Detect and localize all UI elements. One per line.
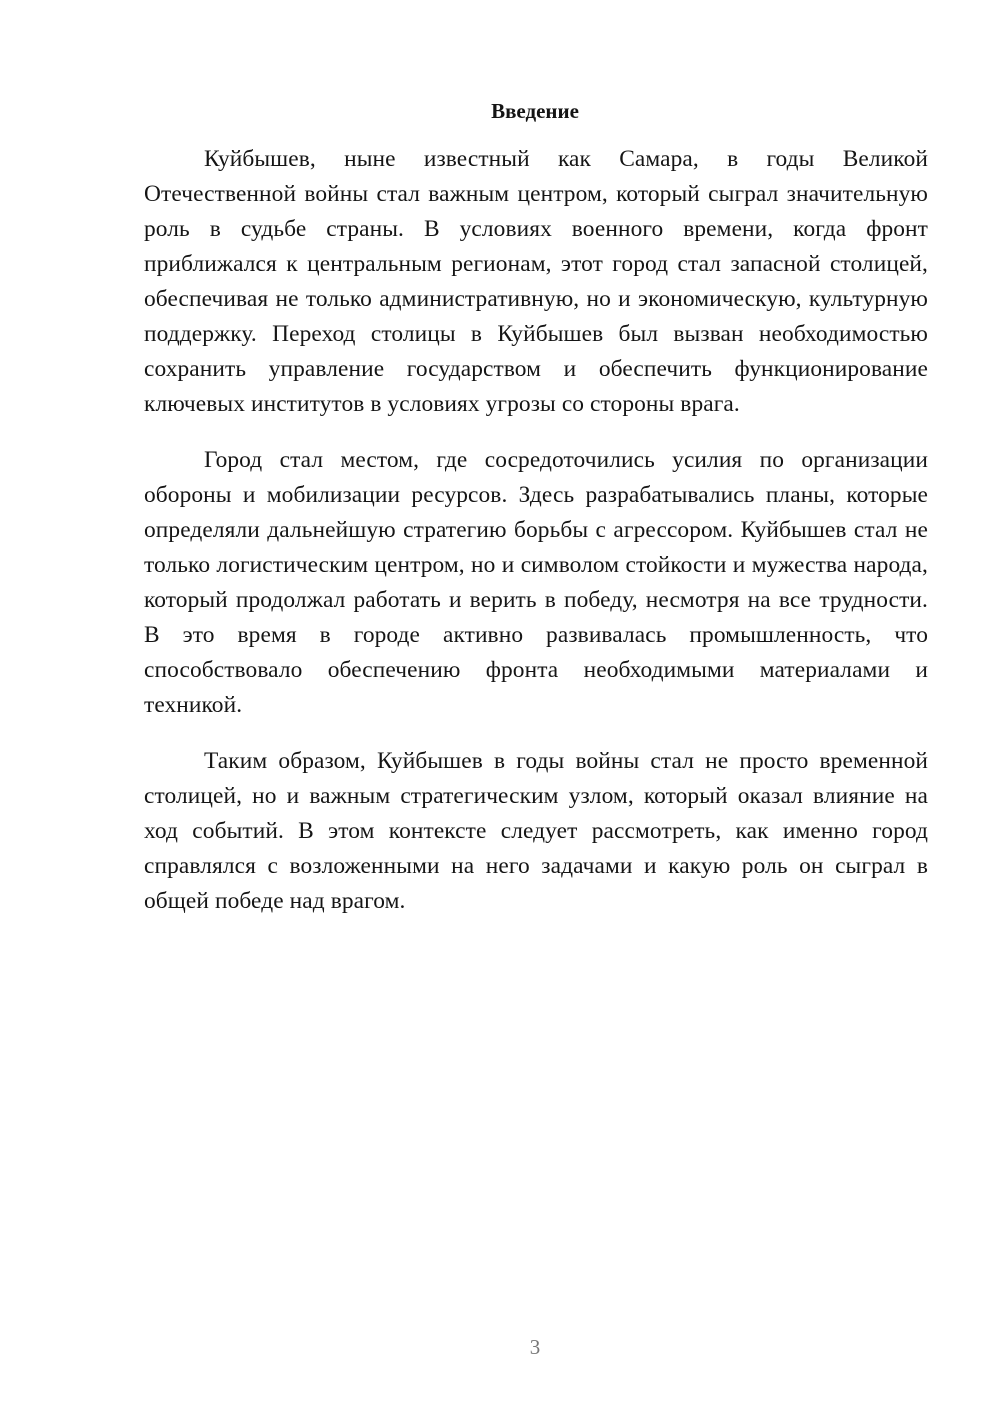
- section-heading: Введение: [491, 99, 579, 123]
- page-number: 3: [529, 1335, 541, 1359]
- body-text: [144, 142, 928, 940]
- paragraph-2: Город стал местом, где сосредоточились усилия по организации обороны и мобилизации ресурсов. Здесь разрабатывались планы, которые определяли дальнейшую стратегию борьбы с агрессором. Куйбышев стал не только логистическим центром, но и символом стойкости и мужества народа, который продолжал работать и верить в победу, несмотря на все трудности. В это время в городе активно развивалась промышленность, что способствовало обеспечению фронта необходимыми материалами и техникой.: [144, 447, 928, 718]
- paragraph-1: Куйбышев, ныне известный как Самара, в годы Великой Отечественной войны стал важным центром, который сыграл значительную роль в судьбе страны. В условиях военного времени, когда фронт приближался к центральным регионам, этот город стал запасной столицей, обеспечивая не только административную, но и экономическую, культурную поддержку. Переход столицы в Куйбышев был вызван необходимостью сохранить управление государством и обеспечить функционирование ключевых институтов в условиях угрозы со стороны врага.: [144, 146, 928, 417]
- paragraph-3: Таким образом, Куйбышев в годы войны стал не просто временной столицей, но и важным стратегическим узлом, который оказал влияние на ход событий. В этом контексте следует рассмотреть, как именно город справлялся с возложенными на него задачами и какую роль он сыграл в общей победе над врагом.: [144, 748, 928, 914]
